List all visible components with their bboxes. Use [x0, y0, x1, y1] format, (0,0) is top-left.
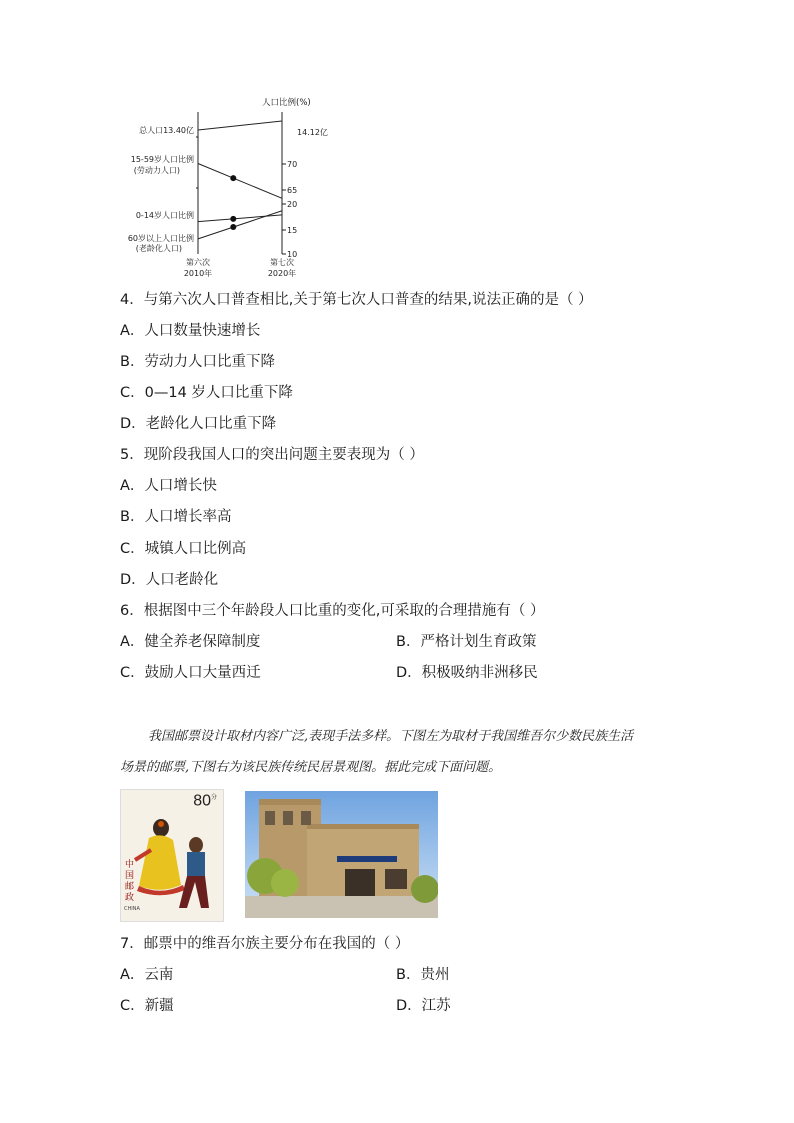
- y-axis-title: 人口比例(%): [262, 98, 311, 108]
- label-elder: 60岁以上人口比例: [127, 234, 194, 243]
- q5-option-a[interactable]: A．人口增长快: [120, 478, 217, 494]
- stamp-country: 中国邮政: [125, 860, 135, 903]
- q6-stem: 6．根据图中三个年龄段人口比重的变化,可采取的合理措施有（ ）: [120, 603, 545, 619]
- elderly-population-line: [198, 211, 282, 239]
- q6-option-a[interactable]: A．健全养老保障制度: [120, 634, 261, 650]
- elderly-population-point: [230, 224, 236, 230]
- tick-65: 65: [287, 186, 298, 195]
- label-labor-sub: (劳动力人口): [133, 166, 180, 175]
- stamp-country-en: CHINA: [124, 906, 140, 912]
- series-layer: [198, 121, 282, 239]
- labor-population-point: [230, 175, 236, 181]
- x-label-2020: 第七次: [270, 258, 294, 267]
- intro-line-1: 我国邮票设计取材内容广泛,表现手法多样。下图左为取材于我国维吾尔少数民族生活: [148, 729, 634, 744]
- q5-option-b[interactable]: B．人口增长率高: [120, 509, 232, 525]
- tick-20: 20: [287, 200, 298, 209]
- traditional-house-photo: [245, 791, 438, 918]
- label-labor: 15-59岁人口比例: [130, 155, 194, 164]
- labor-population-line: [198, 163, 282, 198]
- q4-option-a[interactable]: A．人口数量快速增长: [120, 323, 261, 339]
- total-population-line: [198, 121, 282, 130]
- uyghur-stamp-image: [120, 789, 224, 922]
- child-population-line: [198, 215, 282, 222]
- q7-option-a[interactable]: A．云南: [120, 967, 174, 983]
- q5-stem: 5．现阶段我国人口的突出问题主要表现为（ ）: [120, 447, 424, 463]
- q5-option-c[interactable]: C．城镇人口比例高: [120, 541, 247, 557]
- q7-option-d[interactable]: D．江苏: [396, 998, 451, 1014]
- q6-option-b[interactable]: B．严格计划生育政策: [396, 634, 537, 650]
- label-elder-sub: (老龄化人口): [135, 244, 182, 253]
- q7-stem: 7．邮票中的维吾尔族主要分布在我国的（ ）: [120, 936, 410, 952]
- tick-15: 15: [287, 226, 298, 235]
- q7-option-b[interactable]: B．贵州: [396, 967, 450, 983]
- q4-stem: 4．与第六次人口普查相比,关于第七次人口普查的结果,说法正确的是（ ）: [120, 292, 593, 308]
- x-label-2010: 第六次: [186, 258, 210, 267]
- stamp-value: $80^分$: [193, 792, 217, 810]
- q4-option-c[interactable]: C．0—14 岁人口比重下降: [120, 385, 293, 401]
- q5-option-d[interactable]: D．人口老龄化: [120, 572, 219, 588]
- q4-option-b[interactable]: B．劳动力人口比重下降: [120, 354, 275, 370]
- child-population-point: [230, 216, 236, 222]
- tick-10: 10: [287, 250, 298, 259]
- right-total: 14.12亿: [297, 128, 328, 137]
- intro-line-2: 场景的邮票,下图右为该民族传统民居景观图。据此完成下面问题。: [120, 760, 502, 775]
- population-chart: [110, 92, 340, 282]
- q6-option-d[interactable]: D．积极吸纳非洲移民: [396, 665, 538, 681]
- x-label-2020-year: 2020年: [267, 269, 297, 278]
- label-child: 0-14岁人口比例: [135, 211, 194, 220]
- q4-option-d[interactable]: D．老龄化人口比重下降: [120, 416, 277, 432]
- q7-option-c[interactable]: C．新疆: [120, 998, 174, 1014]
- label-total: 总人口13.40亿: [139, 126, 194, 135]
- q6-option-c[interactable]: C．鼓励人口大量西迁: [120, 665, 261, 681]
- x-label-2010-year: 2010年: [183, 269, 213, 278]
- tick-70: 70: [287, 160, 298, 169]
